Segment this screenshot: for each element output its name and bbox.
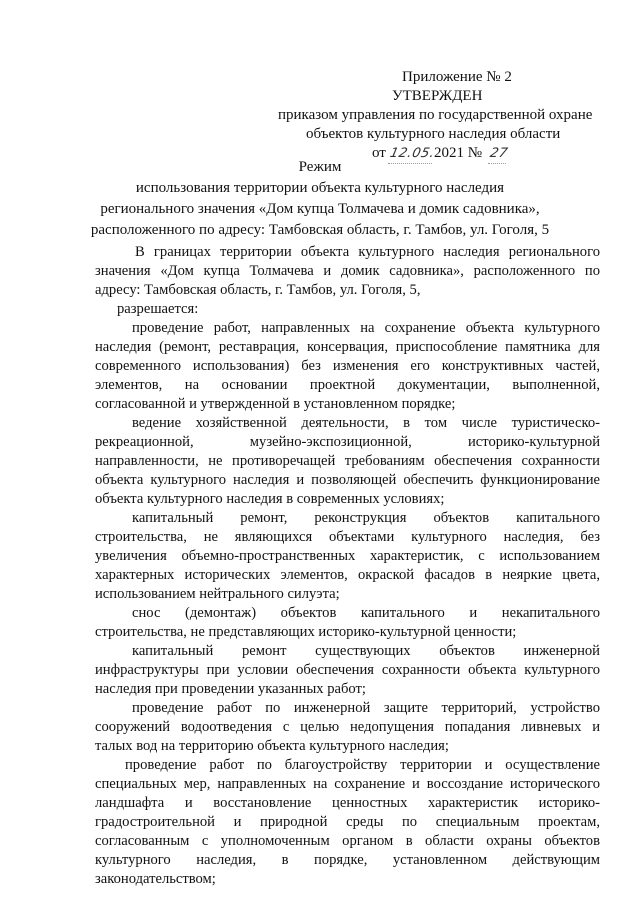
text-line: рекреационной, музейно-экспозиционной, историко-культурной bbox=[95, 434, 600, 450]
text-line: характерных исторических элементов, окраской фасадов в неяркие цвета, bbox=[95, 567, 600, 583]
text-line: специальных мер, направленных на сохранение и воссоздание исторического bbox=[95, 776, 600, 792]
permitted-item bbox=[95, 319, 600, 414]
text-line: градостроительной и природной среды по специальным проектам, bbox=[95, 814, 600, 830]
text-line: проведение работ по благоустройству территории и осуществление bbox=[125, 757, 600, 773]
allowed-label bbox=[95, 300, 600, 319]
permitted-item bbox=[95, 414, 600, 509]
text-line: адресу: Тамбовская область, г. Тамбов, ул. Гоголя, 5, bbox=[95, 282, 421, 298]
text-line: ведение хозяйственной деятельности, в том числе туристическо- bbox=[132, 415, 600, 431]
text-line: снос (демонтаж) объектов капитального и некапитального bbox=[132, 605, 600, 621]
allowed-text: разрешается: bbox=[117, 301, 199, 317]
date-prefix: от bbox=[372, 145, 386, 161]
title-line-1: Режим bbox=[298, 159, 342, 175]
document-title bbox=[0, 157, 640, 241]
approved-label: УТВЕРЖДЕН bbox=[392, 88, 483, 104]
text-line: направленности, не противоречащей требованиям обеспечения сохранности bbox=[95, 453, 600, 469]
title-line-4: расположенного по адресу: Тамбовская область, г. Тамбов, ул. Гоголя, 5 bbox=[90, 222, 550, 238]
text-line: талых вод на территорию объекта культурного наследия; bbox=[95, 738, 449, 754]
text-line: проведение работ, направленных на сохранение объекта культурного bbox=[132, 320, 600, 336]
permitted-item bbox=[95, 604, 600, 642]
text-line: наследия при проведении указанных работ; bbox=[95, 681, 366, 697]
permitted-item bbox=[95, 756, 600, 889]
text-line: увеличения объемно-пространственных характеристик, с использованием bbox=[95, 548, 600, 564]
title-line-2: использования территории объекта культурного наследия bbox=[135, 180, 505, 196]
text-line: элементов, на основании проектной документации, выполненной, bbox=[95, 377, 600, 393]
order-line-1: приказом управления по государственной охране bbox=[278, 107, 593, 123]
intro-paragraph bbox=[95, 243, 600, 300]
appendix-label: Приложение № 2 bbox=[402, 69, 512, 85]
document-body bbox=[95, 243, 600, 889]
text-line: согласованной и утвержденной в установленном порядке; bbox=[95, 396, 456, 412]
text-line: строительства, не представляющих историко-культурной ценности; bbox=[95, 624, 517, 640]
text-line: инфраструктуры при условии обеспечения сохранности объекта культурного bbox=[95, 662, 600, 678]
permitted-item bbox=[95, 699, 600, 756]
text-line: объекта культурного наследия в современных условиях; bbox=[95, 491, 445, 507]
handwritten-number: 27 bbox=[488, 144, 510, 164]
text-line: капитальный ремонт существующих объектов инженерной bbox=[132, 643, 600, 659]
text-line: капитальный ремонт, реконструкция объектов капитального bbox=[132, 510, 600, 526]
text-line: строительства, не являющихся объектами культурного наследия, без bbox=[95, 529, 600, 545]
text-line: использованием нейтрального силуэта; bbox=[95, 586, 340, 602]
text-line: проведение работ по инженерной защите территорий, устройство bbox=[132, 700, 600, 716]
text-line: объекта культурного наследия и позволяющей обеспечить функционирование bbox=[95, 472, 600, 488]
year-suffix: 2021 № bbox=[433, 145, 483, 161]
permitted-item bbox=[95, 642, 600, 699]
handwritten-date: 12.05. bbox=[387, 144, 436, 164]
text-line: В границах территории объекта культурного наследия регионального bbox=[135, 244, 600, 260]
text-line: ландшафта и восстановление ценностных характеристик историко- bbox=[95, 795, 600, 811]
permitted-item bbox=[95, 509, 600, 604]
order-line-2: объектов культурного наследия области bbox=[306, 126, 561, 142]
text-line: значения «Дом купца Толмачева и домик садовника», расположенного по bbox=[95, 263, 600, 279]
text-line: законодательством; bbox=[95, 871, 216, 887]
text-line: сооружений водоотведения с целью недопущения попадания ливневых и bbox=[95, 719, 600, 735]
text-line: культурного наследия, в порядке, установленном действующим bbox=[95, 852, 600, 868]
text-line: наследия (ремонт, реставрация, консервация, приспособление памятника для bbox=[95, 339, 600, 355]
text-line: современного использования) без изменения его конструктивных частей, bbox=[95, 358, 600, 374]
approval-header bbox=[270, 68, 610, 163]
text-line: согласованным с уполномоченным органом в области охраны объектов bbox=[95, 833, 600, 849]
title-line-3: регионального значения «Дом купца Толмачева и домик садовника», bbox=[100, 201, 540, 217]
